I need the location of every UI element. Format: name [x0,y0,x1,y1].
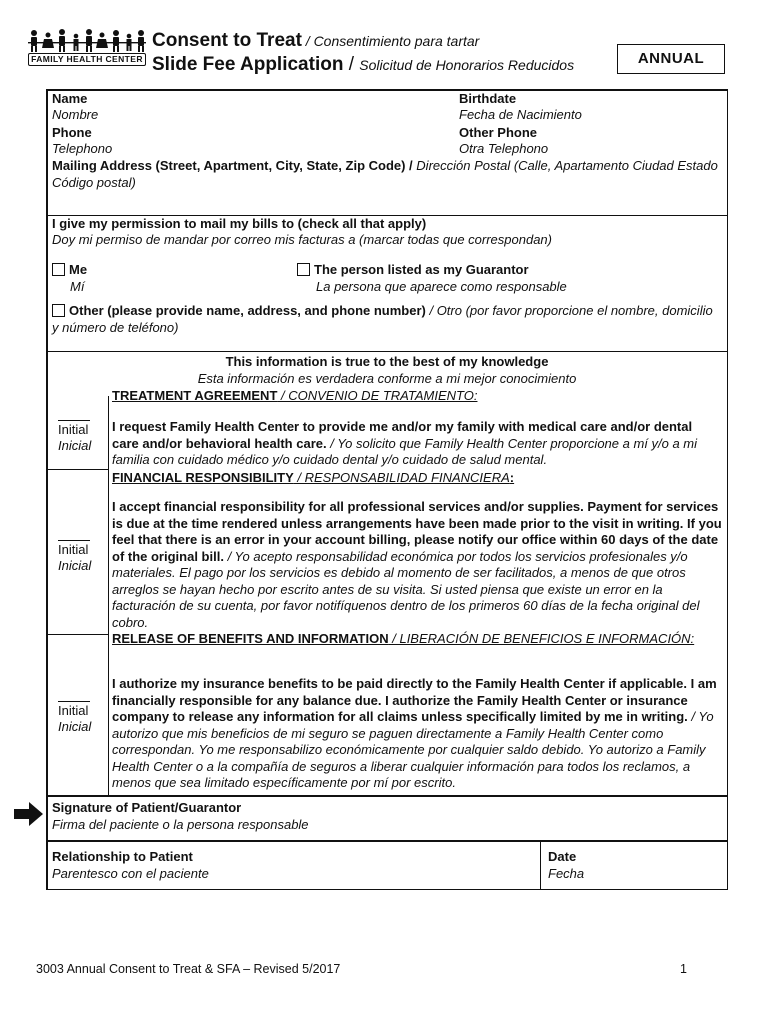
date-column-border [540,840,541,890]
arrow-right-icon [14,801,44,827]
me-label-es: Mí [70,279,85,294]
initial-label-1-es: Inicial [58,438,92,453]
initial-blank-1[interactable] [58,420,90,421]
date-label: Date [548,849,577,864]
title-consent [152,30,479,52]
phone-label: Phone [52,125,92,140]
treatment-heading-es: / CONVENIO DE TRATAMIENTO: [277,388,478,403]
financial-body-en: I accept financial responsibility for all professional services and/or supplies. Payment for services is due at the time rendered unless arrangements have been made prior to the visit in writing. If you feel that there is an error in your account billing, please notify our office within 60 days of the date of the original bill. [112,499,722,564]
phone-label-es: Telephono [52,141,113,156]
divider-permission [46,351,728,352]
family-figures-icon [26,28,148,54]
other-label-es: / Otro (por favor proporcione el nombre, domicilio y número de teléfono) [52,303,713,335]
initial-blank-2[interactable] [58,540,90,541]
mailing-address-en: Mailing Address (Street, Apartment, City, State, Zip Code) / [52,158,417,173]
logo-banner: FAMILY HEALTH CENTER [28,53,146,66]
guarantor-checkbox[interactable] [297,263,310,276]
relationship-label-es: Parentesco con el paciente [52,866,209,881]
initial-label-3-es: Inicial [58,719,92,734]
truth-statement-es: Esta información es verdadera conforme a mi mejor conocimiento [197,371,577,386]
option-me[interactable] [52,262,87,279]
release-body-es: / Yo autorizo que mis beneficios de mi seguro se paguen directamente a Family Health Center como correspondan. Yo me responsabilizo económicamente por cualquier saldo debido. Yo autorizo a Family Health Center o a la compañía de seguros a liberar cualquier información para todos los reclamos, a menos que sea limitado específicamente por mí por escrito. [112,709,714,790]
date-label-es: Fecha [548,866,585,881]
release-body [112,676,722,792]
permission-heading: I give my permission to mail my bills to (check all that apply) [52,216,427,231]
option-other[interactable] [52,303,722,336]
release-heading-en: RELEASE OF BENEFITS AND INFORMATION [112,631,389,646]
me-label: Me [69,262,88,277]
title-slide-fee-en: Slide Fee Application [152,54,344,75]
title-slash: / [343,54,360,75]
me-checkbox[interactable] [52,263,65,276]
title-consent-es: / Consentimiento para tartar [301,33,480,49]
mailing-address-es: Dirección Postal (Calle, Apartamento Ciudad Estado Código postal) [52,158,718,190]
other-phone-label-es: Otra Telephono [459,141,549,156]
title-slide-fee-es: Solicitud de Honorarios Reducidos [359,57,575,73]
signature-label: Signature of Patient/Guarantor [52,800,242,815]
option-guarantor[interactable] [297,262,529,279]
initial-label-1: Initial [58,422,89,437]
release-heading-es: / LIBERACIÓN DE BENEFICIOS E INFORMACIÓN: [388,631,695,646]
initials-divider-1 [46,469,108,470]
divider-signature [46,840,728,842]
permission-heading-es: Doy mi permiso de mandar por correo mis facturas a (marcar todas que correspondan) [52,232,552,247]
title-consent-en: Consent to Treat [152,30,302,51]
initials-column-border [108,396,109,795]
initials-divider-2 [46,634,108,635]
form-border-top [46,89,728,91]
guarantor-label-es: La persona que aparece como responsable [316,279,567,294]
consent-form [46,89,728,890]
guarantor-label: The person listed as my Guarantor [314,262,529,277]
other-label: Other (please provide name, address, and phone number) [69,303,426,318]
other-phone-label: Other Phone [459,125,538,140]
financial-heading-es: / RESPONSABILIDAD FINANCIERA [293,470,510,485]
name-label-es: Nombre [52,107,99,122]
form-border-right [727,89,729,890]
financial-body [112,499,722,631]
initial-label-2-es: Inicial [58,558,92,573]
financial-heading-colon: : [509,470,515,485]
relationship-label: Relationship to Patient [52,849,193,864]
form-border-left [46,89,48,890]
financial-heading [112,470,514,487]
form-border-bottom [46,889,728,891]
treatment-body [112,419,722,469]
initial-blank-3[interactable] [58,701,90,702]
mailing-address-label [52,158,722,191]
name-label: Name [52,91,88,106]
signature-label-es: Firma del paciente o la persona responsable [52,817,309,832]
divider-agreements [46,795,728,797]
financial-heading-en: FINANCIAL RESPONSIBILITY [112,470,294,485]
initial-label-2: Initial [58,542,89,557]
birthdate-label-es: Fecha de Nacimiento [459,107,582,122]
family-health-center-logo [26,28,148,68]
truth-statement: This information is true to the best of my knowledge [225,354,549,369]
treatment-body-en: I request Family Health Center to provide me and/or my family with medical care and/or dental care and/or behavioral health care. [112,419,693,451]
financial-body-es: / Yo acepto responsabilidad económica por todos los servicios profesionales y/o materiales. El pago por los servicios es debido al momento de ser facilitados, a menos de que otros arreglos se hayan hecho por escrito antes de su visita. Si usted piensa que existe un error en la facturación de su cuenta, por favor notifíquenos dentro de los primeros 60 días de la fecha original del cobro. [112,548,700,630]
treatment-body-es: / Yo solicito que Family Health Center proporcione a mí y/o a mi familia con cuidado médico y/o cuidado dental y/o cuidado de salud mental. [112,435,698,467]
annual-badge: ANNUAL [617,44,725,74]
birthdate-label: Birthdate [459,91,517,106]
treatment-heading [112,388,477,405]
footer-form-id: 3003 Annual Consent to Treat & SFA – Revised 5/2017 [36,962,341,976]
release-heading [112,631,722,648]
initial-label-3: Initial [58,703,89,718]
footer-page-number: 1 [680,962,687,976]
other-checkbox[interactable] [52,304,65,317]
release-body-en: I authorize my insurance benefits to be paid directly to the Family Health Center if applicable. I am financially responsible for any balance due. I authorize the Family Health Center or insurance company to release any information for all claims unless specifically limited by me in writing. [112,676,717,724]
title-slide-fee [152,54,574,76]
treatment-heading-en: TREATMENT AGREEMENT [112,388,278,403]
